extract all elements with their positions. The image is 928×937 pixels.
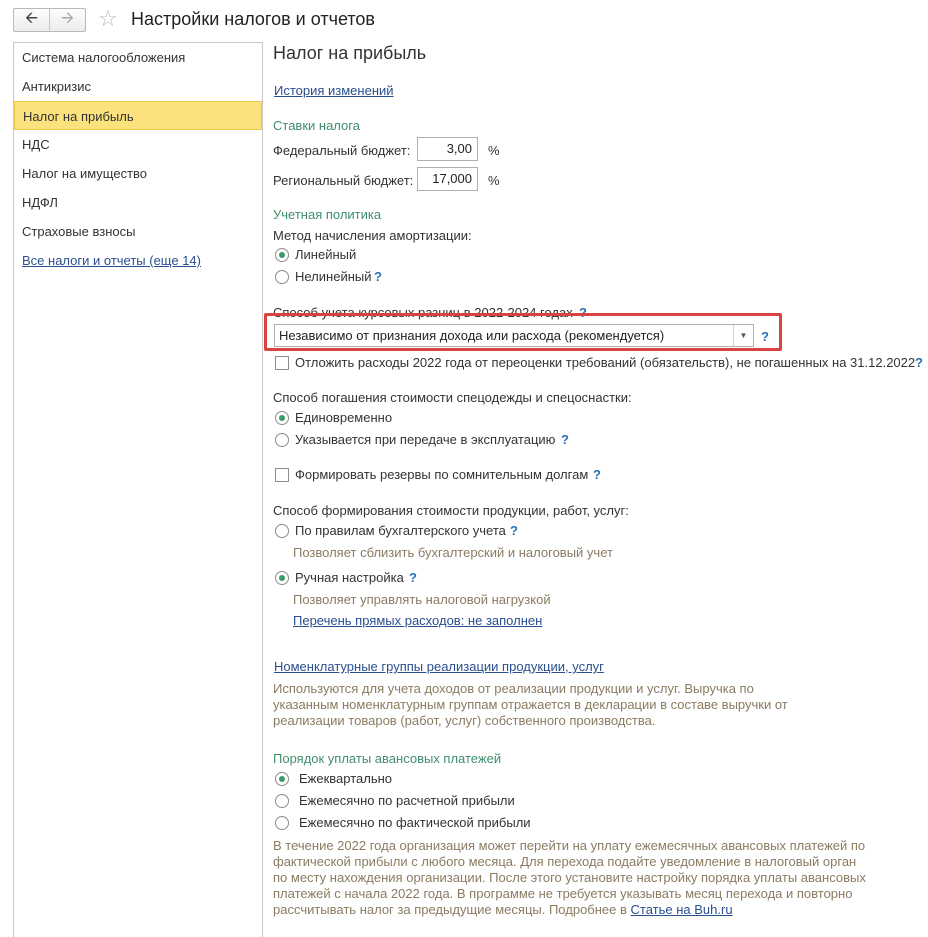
main-panel bbox=[273, 0, 928, 937]
fx-label: Способ учета курсовых разниц в 2022-2024 годах bbox=[273, 305, 573, 320]
federal-rate-input[interactable]: 3,00 bbox=[417, 137, 478, 161]
linear-radio[interactable] bbox=[275, 248, 289, 262]
rates-heading: Ставки налога bbox=[273, 118, 360, 133]
nonlinear-label[interactable]: Нелинейный bbox=[295, 269, 372, 284]
monthly-calc-radio[interactable] bbox=[275, 794, 289, 808]
workwear-once-radio[interactable] bbox=[275, 411, 289, 425]
nomenclature-link[interactable]: Номенклатурные группы реализации продукции, услуг bbox=[274, 659, 604, 674]
defer-help-icon[interactable]: ? bbox=[915, 355, 923, 370]
direct-costs-link[interactable]: Перечень прямых расходов: не заполнен bbox=[293, 613, 543, 628]
regional-unit: % bbox=[488, 173, 500, 188]
window-title: Настройки налогов и отчетов bbox=[131, 9, 375, 29]
reserves-help-icon[interactable]: ? bbox=[593, 467, 601, 482]
workwear-help-icon[interactable]: ? bbox=[561, 432, 569, 447]
workwear-transfer-label[interactable]: Указывается при передаче в эксплуатацию bbox=[295, 432, 556, 447]
workwear-transfer-radio[interactable] bbox=[275, 433, 289, 447]
history-link[interactable]: История изменений bbox=[274, 83, 394, 98]
quarterly-label[interactable]: Ежеквартально bbox=[299, 771, 393, 786]
federal-unit: % bbox=[488, 143, 500, 158]
page-title: Налог на прибыль bbox=[273, 43, 427, 63]
regional-rate-input[interactable]: 17,000 bbox=[417, 167, 478, 191]
regional-label: Региональный бюджет: bbox=[273, 173, 414, 188]
workwear-label: Способ погашения стоимости спецодежды и спецоснастки: bbox=[273, 390, 632, 405]
cost-manual-radio[interactable] bbox=[275, 571, 289, 585]
cost-manual-hint: Позволяет управлять налоговой нагрузкой bbox=[293, 592, 551, 607]
sidebar-item-anticrisis[interactable]: Антикризис bbox=[22, 79, 91, 94]
cost-label: Способ формирования стоимости продукции, работ, услуг: bbox=[273, 503, 629, 518]
sidebar-item-property-tax[interactable]: Налог на имущество bbox=[22, 166, 148, 181]
cost-accounting-label[interactable]: По правилам бухгалтерского учета bbox=[295, 523, 506, 538]
nomenclature-description: Используются для учета доходов от реализации продукции и услуг. Выручка по указанным номенклатурным группам отражается в декларации в составе выручки от реализации товаров (работ, услуг) собственного производства. bbox=[273, 681, 788, 728]
nav-buttons bbox=[13, 8, 86, 32]
quarterly-radio[interactable] bbox=[275, 772, 289, 786]
workwear-once-label[interactable]: Единовременно bbox=[295, 410, 393, 425]
sidebar-item-vat[interactable]: НДС bbox=[22, 137, 50, 152]
monthly-actual-radio[interactable] bbox=[275, 816, 289, 830]
cost-manual-help-icon[interactable]: ? bbox=[409, 570, 417, 585]
buh-article-link[interactable]: Статье на Buh.ru bbox=[630, 902, 733, 917]
cost-accounting-help-icon[interactable]: ? bbox=[510, 523, 518, 538]
fx-select-help-icon[interactable]: ? bbox=[761, 329, 769, 344]
monthly-calc-label[interactable]: Ежемесячно по расчетной прибыли bbox=[299, 793, 515, 808]
back-button[interactable] bbox=[14, 9, 49, 31]
arrow-right-icon: 🡪 bbox=[61, 9, 74, 27]
all-taxes-link[interactable]: Все налоги и отчеты (еще 14) bbox=[22, 253, 201, 268]
reserves-label[interactable]: Формировать резервы по сомнительным долгам bbox=[295, 467, 589, 482]
cost-manual-label[interactable]: Ручная настройка bbox=[295, 570, 404, 585]
sidebar-item-insurance[interactable]: Страховые взносы bbox=[22, 224, 136, 239]
advance-heading: Порядок уплаты авансовых платежей bbox=[273, 751, 502, 766]
chevron-down-icon[interactable]: ▼ bbox=[733, 325, 753, 346]
policy-heading: Учетная политика bbox=[273, 207, 382, 222]
cost-accounting-radio[interactable] bbox=[275, 524, 289, 538]
sidebar bbox=[13, 42, 263, 937]
fx-help-icon[interactable]: ? bbox=[579, 305, 587, 320]
fx-method-select[interactable] bbox=[274, 324, 754, 347]
monthly-actual-label[interactable]: Ежемесячно по фактической прибыли bbox=[299, 815, 531, 830]
sidebar-item-profit-tax[interactable]: Налог на прибыль bbox=[14, 101, 262, 130]
sidebar-item-ndfl[interactable]: НДФЛ bbox=[22, 195, 58, 210]
arrow-left-icon: 🡨 bbox=[25, 9, 38, 27]
advance-description bbox=[273, 838, 868, 918]
forward-button[interactable] bbox=[49, 9, 85, 31]
fx-method-value: Независимо от признания дохода или расхода (рекомендуется) bbox=[279, 328, 665, 343]
nonlinear-help-icon[interactable]: ? bbox=[374, 269, 382, 284]
linear-label[interactable]: Линейный bbox=[295, 247, 357, 262]
reserves-checkbox[interactable] bbox=[275, 468, 289, 482]
sidebar-item-tax-system[interactable]: Система налогообложения bbox=[22, 50, 186, 65]
advance-description-text: В течение 2022 года организация может перейти на уплату ежемесячных авансовых платежей по фактической прибыли с любого месяца. Для перехода подайте уведомление в налоговый орган по месту нахождения организации. После этого установите настройку порядка уплаты авансовых платежей с начала 2022 года. В программе не требуется указывать месяц перехода и повторно рассчитывать налог за предыдущие месяцы. Подробнее в bbox=[273, 838, 866, 917]
sidebar-all-taxes-row bbox=[14, 246, 262, 275]
nonlinear-radio[interactable] bbox=[275, 270, 289, 284]
cost-accounting-hint: Позволяет сблизить бухгалтерский и налоговый учет bbox=[293, 545, 613, 560]
federal-label: Федеральный бюджет: bbox=[273, 143, 411, 158]
defer-expenses-checkbox[interactable] bbox=[275, 356, 289, 370]
depreciation-label: Метод начисления амортизации: bbox=[273, 228, 472, 243]
star-icon[interactable]: ☆ bbox=[98, 6, 118, 31]
defer-expenses-label[interactable]: Отложить расходы 2022 года от переоценки требований (обязательств), не погашенных на 31.12.2022 bbox=[295, 355, 916, 370]
